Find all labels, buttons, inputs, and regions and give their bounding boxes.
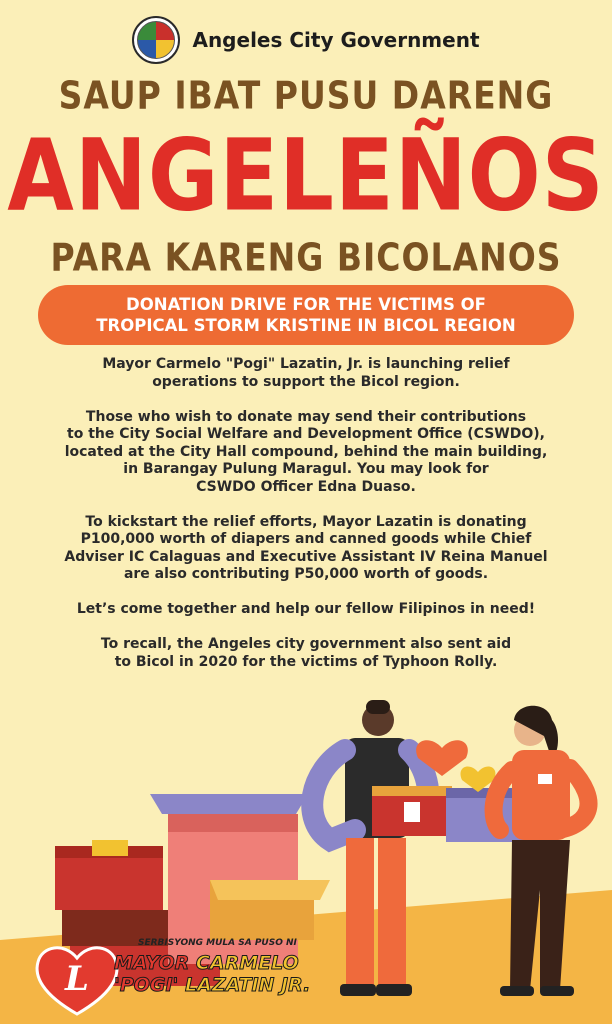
- banner-line-1: DONATION DRIVE FOR THE VICTIMS OF: [126, 295, 486, 314]
- p3-line: P100,000 worth of diapers and canned goods while Chief: [80, 531, 532, 547]
- paragraph-4: [40, 601, 572, 619]
- donation-box-icon: [372, 786, 536, 842]
- mayor-name-line-2: [114, 974, 310, 996]
- p2-line: Those who wish to donate may send their contributions: [85, 408, 527, 425]
- title-line-1: SAUP IBAT PUSU DARENG: [58, 73, 554, 118]
- p5-line: To recall, the Angeles city government also sent aid: [100, 636, 512, 652]
- p2-line: located at the City Hall compound, behind the main building,: [64, 443, 548, 460]
- banner-line-2: TROPICAL STORM KRISTINE IN BICOL REGION: [96, 316, 516, 335]
- announcement-body: [40, 356, 572, 689]
- city-seal-icon: [132, 16, 180, 64]
- p5-line: to Bicol in 2020 for the victims of Typhoon Rolly.: [114, 653, 498, 670]
- title-line-3: PARA KARENG BICOLANOS: [50, 235, 562, 280]
- p1-line: operations to support the Bicol region.: [152, 373, 460, 390]
- org-name: Angeles City Government: [192, 28, 480, 52]
- donation-banner: [38, 285, 574, 345]
- footer-tagline: SERBISYONG MULA SA PUSO NI: [138, 938, 297, 948]
- title-line-2: ANGELEÑOS: [7, 118, 605, 234]
- logo-letter: L: [65, 959, 89, 999]
- paragraph-1: [40, 356, 572, 391]
- p2-line: CSWDO Officer Edna Duaso.: [196, 478, 416, 495]
- p2-line: to the City Social Welfare and Development Office (CSWDO),: [67, 426, 545, 442]
- mayor-nickname: 'POGI': [114, 974, 179, 996]
- p3-line: Adviser IC Calaguas and Executive Assistant IV Reina Manuel: [64, 548, 548, 565]
- p2-line: in Barangay Pulung Maragul. You may look for: [123, 461, 489, 477]
- mayor-first-name: CARMELO: [195, 952, 299, 974]
- p1-line: Mayor Carmelo "Pogi" Lazatin, Jr. is launching relief: [102, 356, 510, 372]
- paragraph-2: [40, 409, 572, 497]
- p3-line: To kickstart the relief efforts, Mayor Lazatin is donating: [85, 513, 527, 530]
- paragraph-5: [40, 636, 572, 671]
- header: [0, 16, 612, 64]
- p4-line: Let’s come together and help our fellow Filipinos in need!: [76, 601, 536, 617]
- paragraph-3: [40, 514, 572, 584]
- mayor-name-line-1: [114, 952, 299, 974]
- mayor-title: MAYOR: [114, 952, 190, 974]
- p3-line: are also contributing P50,000 worth of goods.: [123, 566, 489, 582]
- mayor-last-name: LAZATIN JR.: [185, 974, 311, 996]
